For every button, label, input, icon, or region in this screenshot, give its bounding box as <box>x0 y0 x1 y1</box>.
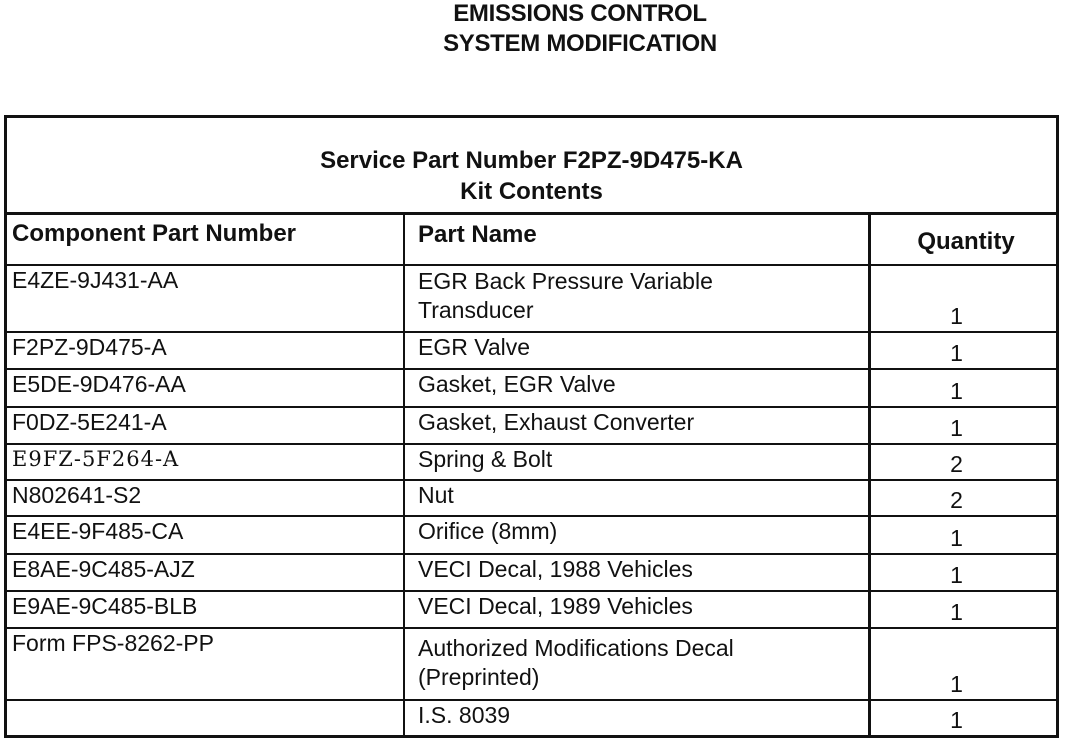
table-row <box>7 445 1056 481</box>
table-row <box>7 408 1056 445</box>
component-part-number: F0DZ-5E241-A <box>7 408 405 443</box>
quantity-cell <box>871 333 1056 368</box>
part-name: Nut <box>405 481 871 515</box>
table-row <box>7 701 1056 735</box>
kit-contents-table <box>4 115 1059 738</box>
component-part-number: E8AE-9C485-AJZ <box>7 555 405 590</box>
component-part-number: E5DE-9D476-AA <box>7 370 405 406</box>
component-part-number: E4EE-9F485-CA <box>7 517 405 553</box>
table-row <box>7 592 1056 629</box>
part-name: Orifice (8mm) <box>405 517 871 553</box>
quantity-cell <box>871 408 1056 443</box>
component-part-number: E4ZE-9J431-AA <box>7 266 405 331</box>
part-name: Gasket, EGR Valve <box>405 370 871 406</box>
document-title-line2: SYSTEM MODIFICATION <box>443 30 717 57</box>
quantity-value: 2 <box>950 451 963 477</box>
part-name-line2: Transducer <box>418 297 534 323</box>
part-name: VECI Decal, 1988 Vehicles <box>405 555 871 590</box>
table-row <box>7 629 1056 701</box>
table-row <box>7 333 1056 370</box>
kit-contents-heading: Kit Contents <box>460 178 603 205</box>
table-row <box>7 370 1056 408</box>
quantity-value: 2 <box>950 487 963 513</box>
component-part-number: F2PZ-9D475-A <box>7 333 405 368</box>
column-header-part-number: Component Part Number <box>7 215 405 264</box>
quantity-value: 1 <box>950 415 963 441</box>
quantity-cell <box>871 555 1056 590</box>
quantity-value: 1 <box>950 599 963 625</box>
part-name-line1: Authorized Modifications Decal <box>418 635 734 661</box>
table-row <box>7 517 1056 555</box>
component-part-number <box>7 701 405 735</box>
part-name <box>405 629 871 699</box>
column-header-row <box>7 215 1056 266</box>
quantity-cell <box>871 701 1056 735</box>
part-name: Gasket, Exhaust Converter <box>405 408 871 443</box>
column-header-quantity: Quantity <box>917 228 1015 255</box>
quantity-value: 1 <box>950 562 963 588</box>
quantity-cell <box>871 370 1056 406</box>
quantity-cell <box>871 592 1056 627</box>
part-name: EGR Valve <box>405 333 871 368</box>
part-name: I.S. 8039 <box>405 701 871 735</box>
quantity-cell <box>871 266 1056 331</box>
part-name: VECI Decal, 1989 Vehicles <box>405 592 871 627</box>
part-name-line2: (Preprinted) <box>418 664 540 690</box>
quantity-value: 1 <box>950 303 963 329</box>
quantity-cell <box>871 445 1056 479</box>
quantity-cell <box>871 629 1056 699</box>
column-header-part-name: Part Name <box>405 215 871 264</box>
quantity-value: 1 <box>950 707 963 733</box>
component-part-number: E9FZ-5F264-A <box>7 445 405 479</box>
part-name <box>405 266 871 331</box>
quantity-cell <box>871 481 1056 515</box>
table-row <box>7 481 1056 517</box>
quantity-cell <box>871 517 1056 553</box>
component-part-number: Form FPS-8262-PP <box>7 629 405 699</box>
part-name-line1: EGR Back Pressure Variable <box>418 268 713 294</box>
document-title-line1: EMISSIONS CONTROL <box>453 0 707 27</box>
quantity-value: 1 <box>950 525 963 551</box>
quantity-value: 1 <box>950 671 963 697</box>
table-row <box>7 555 1056 592</box>
quantity-value: 1 <box>950 340 963 366</box>
component-part-number: E9AE-9C485-BLB <box>7 592 405 627</box>
table-row <box>7 266 1056 333</box>
part-name: Spring & Bolt <box>405 445 871 479</box>
component-part-number: N802641-S2 <box>7 481 405 515</box>
quantity-value: 1 <box>950 378 963 404</box>
kit-table-heading <box>7 118 1056 215</box>
service-part-number-heading: Service Part Number F2PZ-9D475-KA <box>320 147 743 174</box>
